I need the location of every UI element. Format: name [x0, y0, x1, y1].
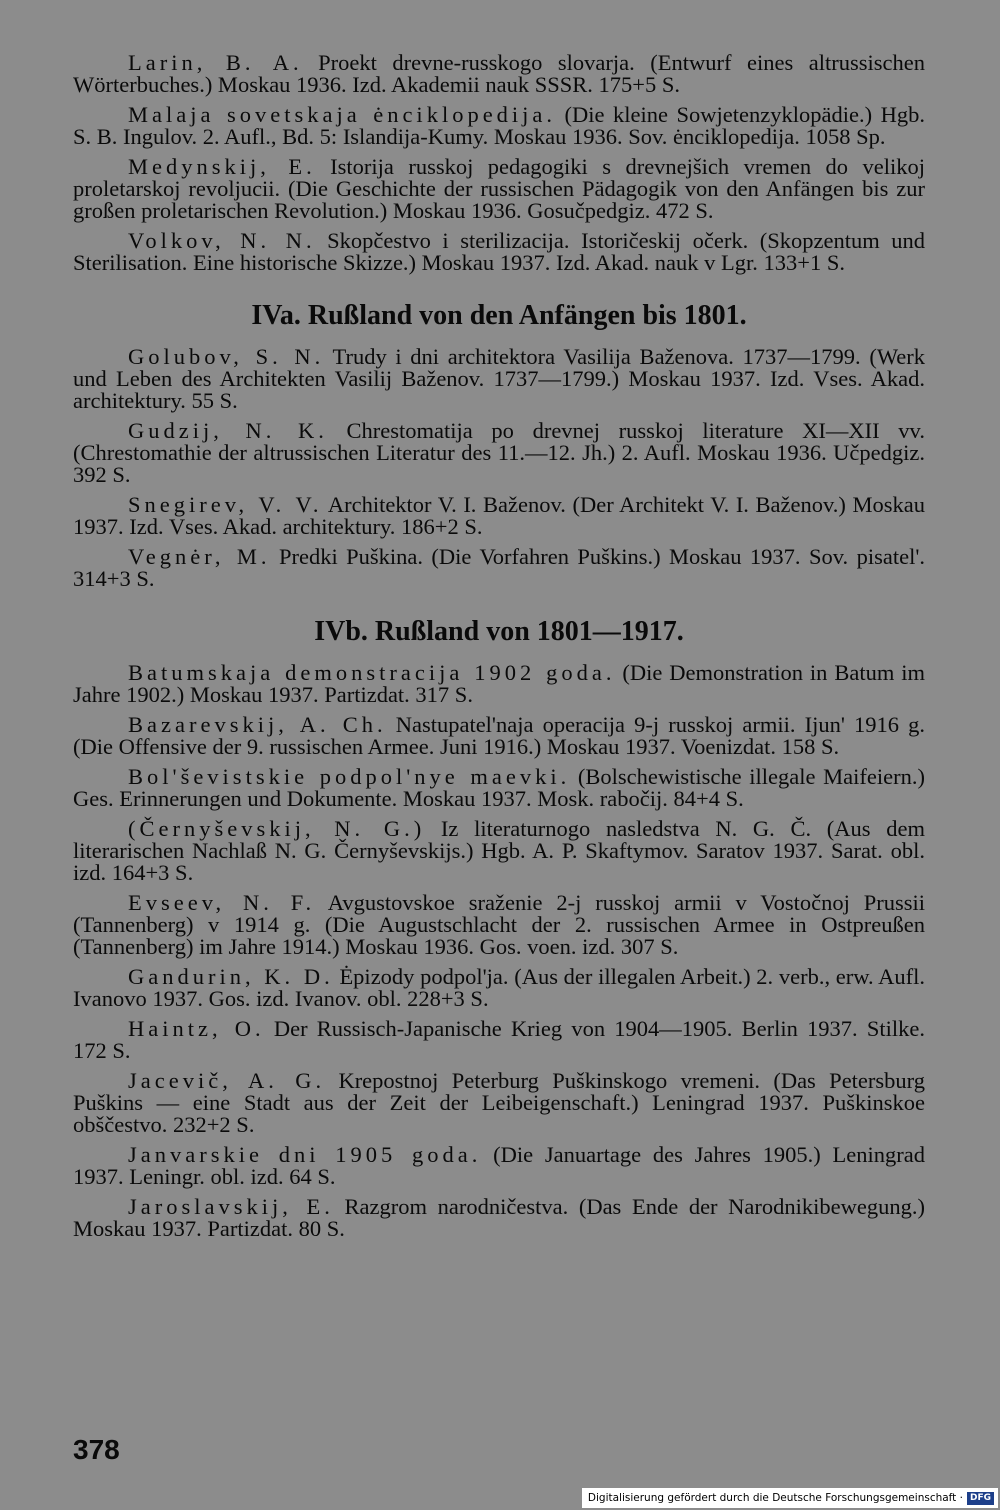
entry-author: Batumskaja demonstracija 1902 goda.: [128, 660, 616, 685]
entry-text: Iz literaturnogo nasledstva N. G. Č. (Aus dem literarischen Nachlaß N. G. Černyševskijs.) Hgb. A. P. Skaftymov. Saratov 1937. Sarat. obl. izd. 164+3 S.: [73, 816, 925, 885]
bibliography-entry: [73, 818, 925, 884]
entries-continued: [73, 52, 925, 274]
bibliography-page: [73, 52, 925, 1248]
entry-text: (Bolschewistische illegale Maifeiern.) Ges. Erinnerungen und Dokumente. Moskau 1937. Mosk. rabočij. 84+4 S.: [73, 764, 925, 811]
bibliography-entry: [73, 966, 925, 1010]
entries-iva: [73, 346, 925, 590]
entry-author: Janvarskie dni 1905 goda.: [128, 1142, 482, 1167]
entry-text: Chrestomatija po drevnej russkoj literature XI—XII vv. (Chrestomathie der altrussischen Literatur des 11.—12. Jh.) 2. Aufl. Moskau 1936. Učpedgiz. 392 S.: [73, 418, 925, 487]
entry-text: (Die Demonstration in Batum im Jahre 1902.) Moskau 1937. Partizdat. 317 S.: [73, 660, 925, 707]
bibliography-entry: [73, 546, 925, 590]
entry-text: Avgustovskoe sraženie 2-j russkoj armii v Vostočnoj Prussii (Tannenberg) v 1914 g. (Die Augustschlacht der 2. russischen Armee in Ostpreußen (Tannenberg) im Jahre 1914.) Moskau 1936. Gos. voen. izd. 307 S.: [73, 890, 925, 959]
bibliography-entry: [73, 1018, 925, 1062]
entry-author: Vegnėr, M.: [128, 544, 271, 569]
entry-text: Nastupatel'naja operacija 9-j russkoj armii. Ijun' 1916 g. (Die Offensive der 9. russischen Armee. Juni 1916.) Moskau 1937. Voenizdat. 158 S.: [73, 712, 925, 759]
entry-author: Medynskij, E.: [128, 154, 316, 179]
entry-text: Razgrom narodničestva. (Das Ende der Narodnikibewegung.) Moskau 1937. Partizdat. 80 S.: [73, 1194, 926, 1241]
entry-text: Skopčestvo i sterilizacija. Istoričeskij očerk. (Skopzentum und Sterilisation. Eine historische Skizze.) Moskau 1937. Izd. Akad. nauk v Lgr. 133+1 S.: [73, 228, 926, 275]
entry-text: Predki Puškina. (Die Vorfahren Puškins.) Moskau 1937. Sov. pisatel'. 314+3 S.: [73, 544, 926, 591]
bibliography-entry: [73, 1070, 925, 1136]
entry-author: Larin, B. A.: [128, 50, 303, 75]
bibliography-entry: [73, 104, 925, 148]
bibliography-entry: [73, 230, 925, 274]
page-number: 378: [73, 1434, 120, 1465]
footer-credit: Digitalisierung gefördert durch die Deutsche Forschungsgemeinschaft ·: [587, 1492, 963, 1504]
entry-text: Krepostnoj Peterburg Puškinskogo vremeni. (Das Petersburg Puškins — eine Stadt aus der Zeit der Leibeigenschaft.) Leningrad 1937. Puškinskoe obščestvo. 232+2 S.: [73, 1068, 925, 1137]
entries-ivb: [73, 662, 925, 1240]
entry-author: Snegirev, V. V.: [128, 492, 323, 517]
bibliography-entry: [73, 494, 925, 538]
entry-text: (Die kleine Sowjetenzyklopädie.) Hgb. S. B. Ingulov. 2. Aufl., Bd. 5: Islandija-Kumy. Moskau 1936. Sov. ėnciklopedija. 1058 Sp.: [73, 102, 925, 149]
bibliography-entry: [73, 766, 925, 810]
bibliography-entry: [73, 1144, 925, 1188]
dfg-logo-icon: DFG: [967, 1492, 994, 1505]
bibliography-entry: [73, 662, 925, 706]
entry-author: Volkov, N. N.: [128, 228, 316, 253]
entry-text: Architektor V. I. Baženov. (Der Architekt V. I. Baženov.) Moskau 1937. Izd. Vses. Akad. architektury. 186+2 S.: [73, 492, 926, 539]
bibliography-entry: [73, 1196, 925, 1240]
bibliography-entry: [73, 156, 925, 222]
entry-text: Ėpizody podpol'ja. (Aus der illegalen Arbeit.) 2. verb., erw. Aufl. Ivanovo 1937. Gos. izd. Ivanov. obl. 228+3 S.: [73, 964, 925, 1011]
bibliography-entry: [73, 420, 925, 486]
entry-author: Bazarevskij, A. Ch.: [128, 712, 387, 737]
entry-text: Proekt drevne-russkogo slovarja. (Entwurf eines altrussischen Wörterbuches.) Moskau 1936. Izd. Akademii nauk SSSR. 175+5 S.: [73, 50, 925, 97]
entry-author: Bol'ševistskie podpol'nye maevki.: [128, 764, 571, 789]
bibliography-entry: [73, 892, 925, 958]
entry-author: Gudzij, N. K.: [128, 418, 328, 443]
entry-text: Trudy i dni architektora Vasilija Baženova. 1737—1799. (Werk und Leben des Architekten Vasilij Baženov. 1737—1799.) Moskau 1937. Izd. Vses. Akad. architektury. 55 S.: [73, 344, 925, 413]
bibliography-entry: [73, 52, 925, 96]
section-heading-iva: IVa. Rußland von den Anfängen bis 1801.: [251, 300, 747, 331]
bibliography-entry: [73, 346, 925, 412]
bibliography-entry: [73, 714, 925, 758]
entry-author: Jaroslavskij, E.: [128, 1194, 334, 1219]
entry-text: Istorija russkoj pedagogiki s drevnejšich vremen do velikoj proletarskoj revoljucii. (Die Geschichte der russischen Pädagogik von den Anfängen bis zur großen proletarischen Revolution.) Moskau 1936. Gosučpedgiz. 472 S.: [73, 154, 925, 223]
entry-text: (Die Januartage des Jahres 1905.) Leningrad 1937. Leningr. obl. izd. 64 S.: [73, 1142, 925, 1189]
entry-author: Gandurin, K. D.: [128, 964, 334, 989]
entry-author: Evseev, N. F.: [128, 890, 316, 915]
entry-author: Jacevič, A. G.: [128, 1068, 326, 1093]
entry-author: Golubov, S. N.: [128, 344, 325, 369]
entry-author: Haintz, O.: [128, 1016, 265, 1041]
entry-author: (Černyševskij, N. G.): [128, 816, 426, 841]
section-heading-ivb: IVb. Rußland von 1801—1917.: [314, 616, 684, 647]
entry-text: Der Russisch-Japanische Krieg von 1904—1905. Berlin 1937. Stilke. 172 S.: [73, 1016, 925, 1063]
digitization-footer: [582, 1488, 998, 1508]
entry-author: Malaja sovetskaja ėnciklopedija.: [128, 102, 557, 127]
